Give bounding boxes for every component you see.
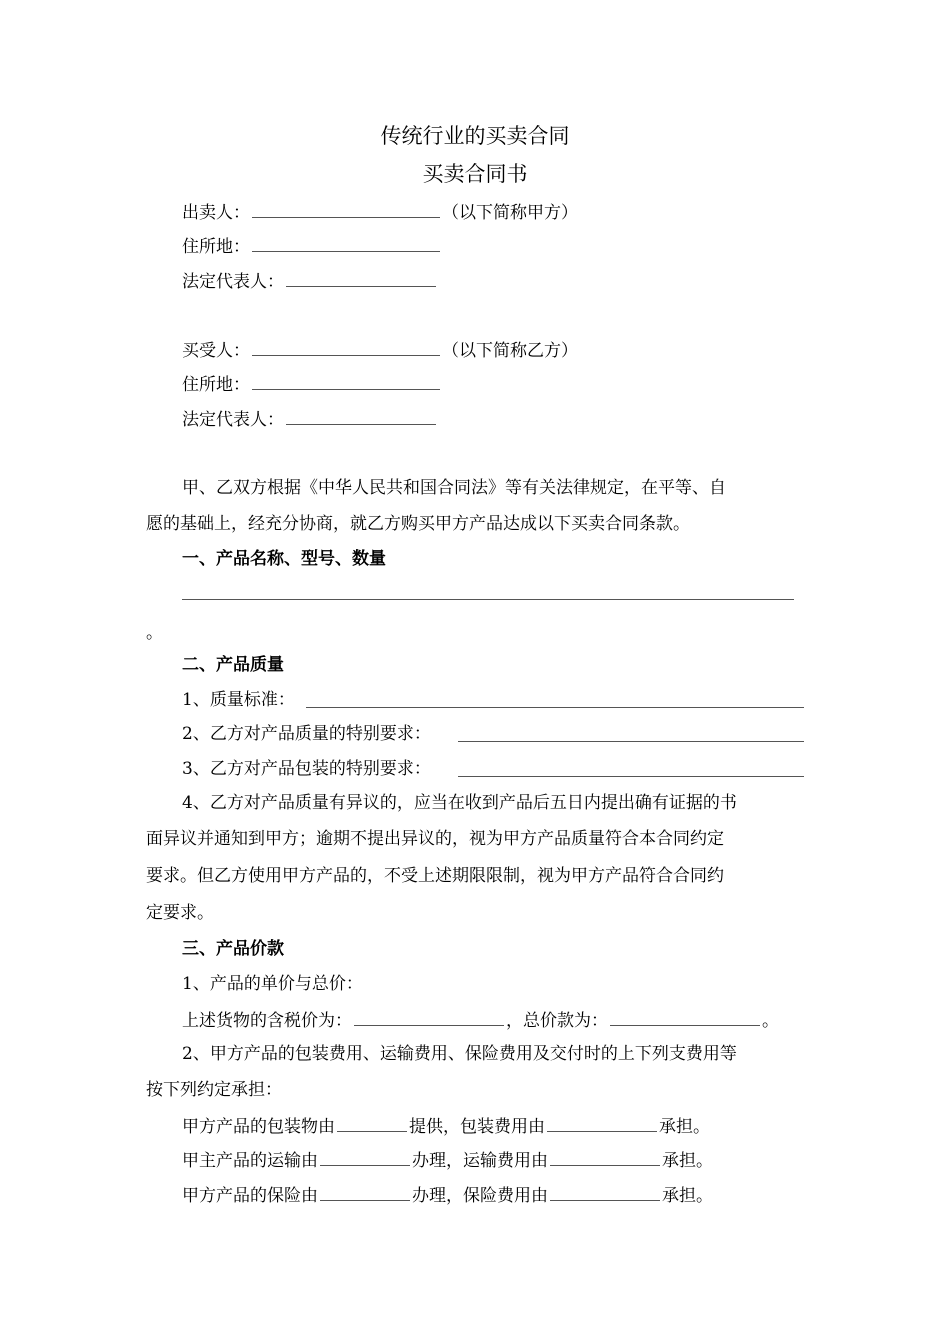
seller-rep-blank[interactable] — [286, 267, 436, 287]
section2-item3 — [182, 756, 431, 782]
section3-item2-line1: 2、甲方产品的包装费用、运输费用、保险费用及交付时的上下列支费用等 — [182, 1044, 737, 1064]
buyer-suffix: （以下简称乙方） — [442, 341, 578, 361]
unit-price-blank[interactable] — [354, 1006, 504, 1026]
buyer-rep-line — [182, 405, 438, 433]
quality-requirement-blank[interactable] — [458, 741, 804, 742]
section2-item4-line4: 定要求。 — [146, 903, 214, 923]
total-price-blank[interactable] — [610, 1006, 760, 1026]
transport-handler-blank[interactable] — [320, 1146, 410, 1166]
preamble-line-1: 甲、乙双方根据《中华人民共和国合同法》等有关法律规定，在平等、自 — [182, 478, 726, 498]
section3-item2-line2: 按下列约定承担： — [146, 1080, 282, 1100]
buyer-label: 买受人： — [182, 341, 250, 361]
section1-end-mark: 。 — [146, 623, 163, 643]
insurance-handler-blank[interactable] — [320, 1181, 410, 1201]
packaging-cost-blank[interactable] — [547, 1112, 657, 1132]
buyer-rep-label: 法定代表人： — [182, 410, 284, 430]
buyer-address-blank[interactable] — [252, 370, 440, 390]
seller-address-blank[interactable] — [252, 232, 440, 252]
unit-price-label: 上述货物的含税价为： — [182, 1011, 352, 1031]
transport-cost-blank[interactable] — [550, 1146, 660, 1166]
section2-heading: 二、产品质量 — [182, 655, 284, 675]
seller-suffix: （以下简称甲方） — [442, 203, 578, 223]
preamble-line-2: 愿的基础上，经充分协商，就乙方购买甲方产品达成以下买卖合同条款。 — [146, 514, 690, 534]
buyer-line — [182, 336, 578, 364]
insurance-cost-end: 承担。 — [662, 1186, 713, 1206]
quality-standard-blank[interactable] — [306, 707, 804, 708]
total-price-label: ，总价款为： — [506, 1011, 608, 1031]
section3-item1: 1、产品的单价与总价： — [182, 974, 363, 994]
seller-rep-line — [182, 267, 438, 295]
transport-cost-line — [182, 1146, 713, 1174]
buyer-address-label: 住所地： — [182, 375, 250, 395]
buyer-rep-blank[interactable] — [286, 405, 436, 425]
price-end-mark: 。 — [762, 1011, 779, 1031]
transport-cost-label: 办理，运输费用由 — [412, 1151, 548, 1171]
insurance-cost-blank[interactable] — [550, 1181, 660, 1201]
section1-product-blank[interactable] — [182, 599, 794, 600]
section2-item1 — [182, 687, 295, 713]
seller-label: 出卖人： — [182, 203, 250, 223]
price-line — [182, 1006, 779, 1034]
transport-cost-end: 承担。 — [662, 1151, 713, 1171]
seller-line — [182, 198, 578, 226]
packaging-cost-end: 承担。 — [659, 1117, 710, 1137]
packaging-cost-label: 提供，包装费用由 — [409, 1117, 545, 1137]
document-subtitle: 买卖合同书 — [422, 162, 528, 186]
document-title: 传统行业的买卖合同 — [380, 124, 570, 148]
insurance-cost-line — [182, 1181, 713, 1209]
packaging-cost-line — [182, 1112, 710, 1140]
seller-name-blank[interactable] — [252, 198, 440, 218]
quality-requirement-label: 2、乙方对产品质量的特别要求： — [182, 724, 431, 744]
packaging-requirement-blank[interactable] — [458, 776, 804, 777]
packaging-provider-blank[interactable] — [337, 1112, 407, 1132]
section2-item4-line2: 面异议并通知到甲方；逾期不提出异议的，视为甲方产品质量符合本合同约定 — [146, 829, 724, 849]
section3-heading: 三、产品价款 — [182, 939, 284, 959]
seller-address-label: 住所地： — [182, 237, 250, 257]
packaging-requirement-label: 3、乙方对产品包装的特别要求： — [182, 759, 431, 779]
buyer-address-line — [182, 370, 442, 398]
quality-standard-label: 1、质量标准： — [182, 690, 295, 710]
seller-address-line — [182, 232, 442, 260]
section2-item4-line3: 要求。但乙方使用甲方产品的，不受上述期限限制，视为甲方产品符合合同约 — [146, 866, 724, 886]
transport-handler-label: 甲主产品的运输由 — [182, 1151, 318, 1171]
insurance-cost-label: 办理，保险费用由 — [412, 1186, 548, 1206]
section1-heading: 一、产品名称、型号、数量 — [182, 549, 386, 569]
section2-item2 — [182, 721, 431, 747]
insurance-handler-label: 甲方产品的保险由 — [182, 1186, 318, 1206]
packaging-provider-label: 甲方产品的包装物由 — [182, 1117, 335, 1137]
seller-rep-label: 法定代表人： — [182, 272, 284, 292]
section2-item4-line1: 4、乙方对产品质量有异议的，应当在收到产品后五日内提出确有证据的书 — [182, 793, 737, 813]
buyer-name-blank[interactable] — [252, 336, 440, 356]
